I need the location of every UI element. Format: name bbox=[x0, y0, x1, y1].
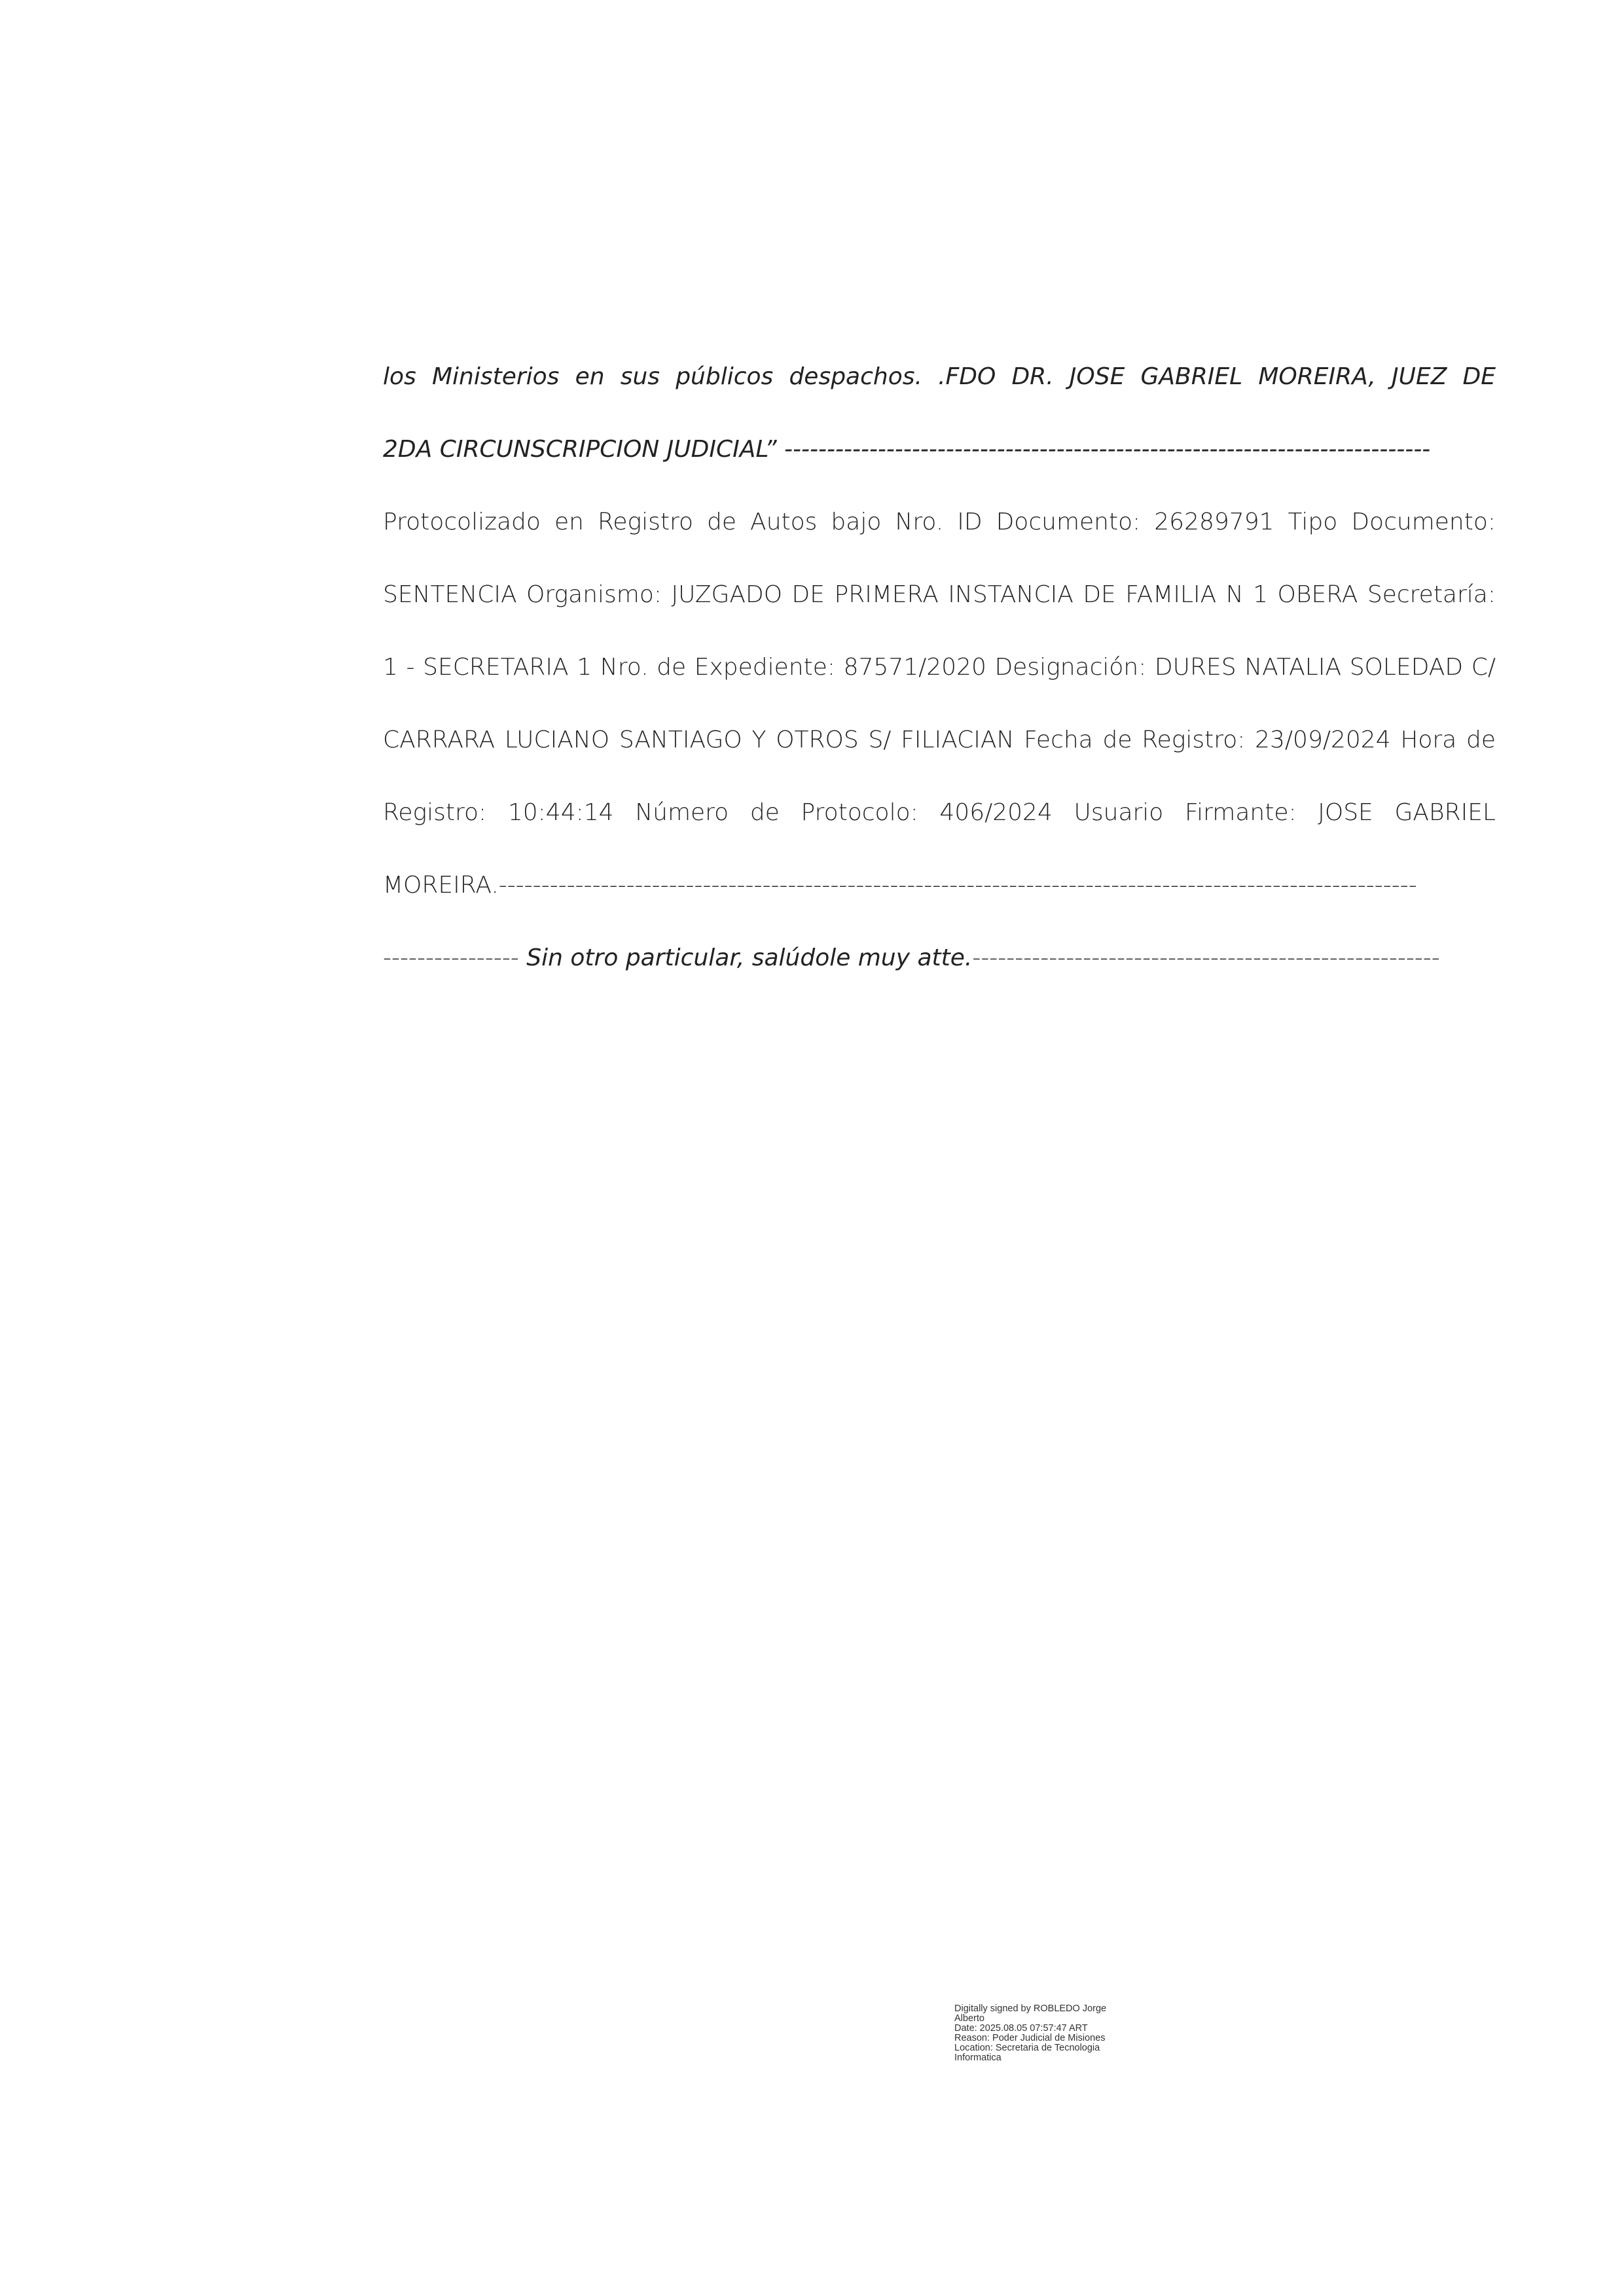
body-line: los Ministerios en sus públicos despachos. .FDO DR. JOSE GABRIEL MOREIRA, JUEZ DE bbox=[383, 363, 1496, 390]
body-line: SENTENCIA Organismo: JUZGADO DE PRIMERA INSTANCIA DE FAMILIA N 1 OBERA Secretaría: bbox=[383, 581, 1496, 608]
closing-line bbox=[383, 922, 1496, 994]
digital-signature-block bbox=[954, 2004, 1190, 2063]
signature-line: Digitally signed by ROBLEDO Jorge bbox=[954, 2003, 1107, 2014]
body-line: MOREIRA.------------------------------------------------------------------------------------------------------------ bbox=[383, 872, 1417, 899]
body-line: Protocolizado en Registro de Autos bajo Nro. ID Documento: 26289791 Tipo Documento: bbox=[383, 509, 1496, 535]
body-line: Registro: 10:44:14 Número de Protocolo: 406/2024 Usuario Firmante: JOSE GABRIEL bbox=[383, 799, 1496, 826]
body-line: 2DA CIRCUNSCRIPCION JUDICIAL” ---------------------------------------------------------------------------- bbox=[383, 436, 1431, 463]
signature-date: Date: 2025.08.05 07:57:47 ART bbox=[954, 2023, 1088, 2034]
signature-location: Location: Secretaria de Tecnologia bbox=[954, 2043, 1100, 2053]
closing-text: Sin otro particular, salúdole muy atte. bbox=[526, 944, 973, 971]
body-line: CARRARA LUCIANO SANTIAGO Y OTROS S/ FILIACIAN Fecha de Registro: 23/09/2024 Hora de bbox=[383, 726, 1496, 753]
body-line: 1 - SECRETARIA 1 Nro. de Expediente: 87571/2020 Designación: DURES NATALIA SOLEDAD C/ bbox=[383, 654, 1496, 681]
document-body bbox=[383, 340, 1496, 994]
signature-reason: Reason: Poder Judicial de Misiones bbox=[954, 2033, 1106, 2043]
signature-line: Informatica bbox=[954, 2053, 1001, 2063]
closing-dashes-before: ---------------- bbox=[383, 944, 519, 971]
signature-line: Alberto bbox=[954, 2013, 984, 2024]
closing-dashes-after: ------------------------------------------------------- bbox=[972, 944, 1440, 971]
